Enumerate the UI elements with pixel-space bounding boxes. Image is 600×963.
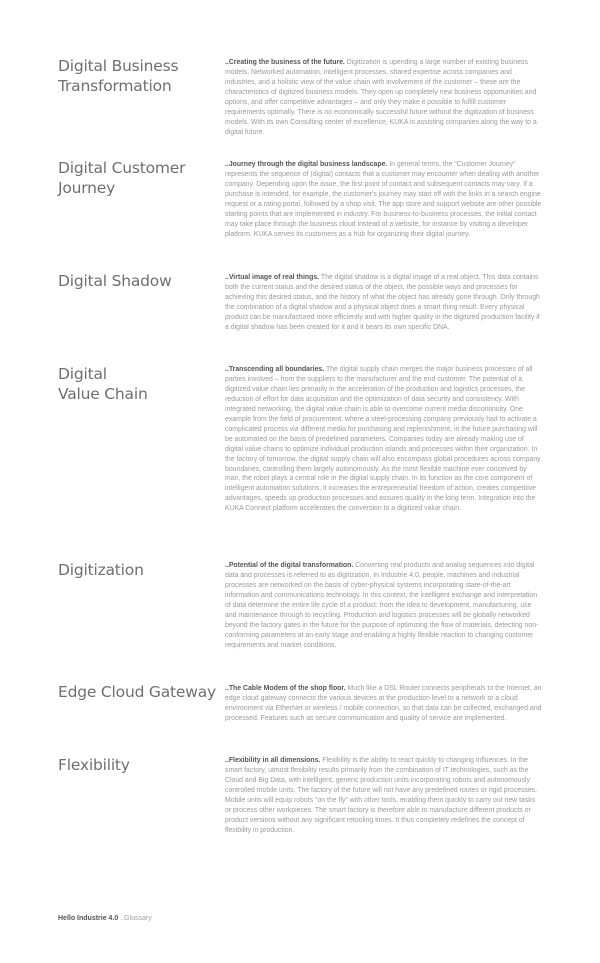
term-line: Flexibility	[58, 756, 130, 774]
definition-lead: ..Transcending all boundaries.	[225, 366, 325, 373]
term-line: Transformation	[58, 77, 172, 95]
glossary-definition	[225, 160, 543, 240]
term-line: Digital Shadow	[58, 272, 172, 290]
definition-text: Flexibility is the ability to react quickly to changing influences. In the smart factory, utmost flexibility results primarily from the combination of IT technologies, such as the Cloud and Big Data, with intelligent, generic production units incorporating robots and autonomously controlled mobile units. The factory of the future will not have any predefined routes or rigid processes. Mobile units will equip robots "on the fly" with other tools, enabling them quickly to carry out new tasks or process other workpieces. The smart factory is therefore able to manufacture different products or product versions without any significant retooling times. It thus completely redefines the concept of flexibility in production.	[225, 757, 538, 834]
term-line: Digital	[58, 365, 107, 383]
definition-lead: ..The Cable Modem of the shop floor.	[225, 685, 346, 692]
glossary-term	[58, 755, 218, 775]
definition-lead: ..Creating the business of the future.	[225, 59, 345, 66]
term-line: Digital Business	[58, 57, 179, 75]
definition-text: The digital supply chain merges the major business processes of all parties involved – from the suppliers to the manufacturer and the end customer. The potential of a digitized value chain lies primarily in the acceleration of the production and logistics processes, the reduction of effort for data acquisition and the optimization of data security and consistency. With integrated networking, the digital value chain is able to overcome current media discontinuity. One example from the field of procurement: where a steel-processing company previously had to activate a complicated process via different media for purchasing and replenishment, in the future purchasing will be automated on the basis of predefined parameters. Companies today are already making use of digital value chains to optimize individual production islands and processes within their organization. In the factory of tomorrow, the digital supply chain will also encompass global procedures across company boundaries, controlling them largely autonomously. As the most flexible machine ever conceived by man, the robot plays a central role in the digital supply chain. In its function as the core component of intelligent automation solutions, it increases the entrepreneurial freedom of action, creates competitive advantages, speeds up production processes and assures quality in the long term. Integration into the KUKA Connect platform accelerates the conversion to a digitized value chain.	[225, 366, 541, 513]
definition-lead: ..Flexibility in all dimensions.	[225, 757, 321, 764]
footer-title: Hello Industrie 4.0	[58, 915, 119, 922]
glossary-term	[58, 158, 218, 198]
definition-text: Converting real products and analog sequences into digital data and processes is referred to as digitization. In Industrie 4.0, people, machines and industrial processes are networked on the basis of cyber-physical systems incorporating state-of-the-art information and communications technology. In this context, the intelligent exchange and interpretation of data determine the entire life cycle of a product: from the idea to development, manufacturing, use and maintenance through to recycling. Production and logistics processes will be globally networked beyond the factory gates in the future for the purpose of optimizing the flow of materials, detecting non-conforming parameters at an early stage and enabling a highly flexible reaction to changing customer requirements and market conditions.	[225, 562, 539, 649]
glossary-definition	[225, 684, 543, 724]
definition-lead: ..Virtual image of real things.	[225, 274, 320, 281]
glossary-definition	[225, 365, 543, 514]
term-line: Digital Customer	[58, 159, 186, 177]
term-line: Digitization	[58, 561, 144, 579]
glossary-term	[58, 271, 218, 291]
term-line: Edge Cloud Gateway	[58, 683, 217, 701]
definition-text: The digital shadow is a digital image of a real object. This data contains both the current status and the desired status of the object, the possible ways and processes for achieving this desired status, and the history of what the object has already gone through. Only through the combination of a digital shadow and a physical object does a smart thing result. Every physical product can be manufactured more efficiently and with higher quality in the digitized production facility if a digital shadow has been created for it and it bears its own specific DNA.	[225, 274, 540, 331]
definition-text: Digitization is upending a large number of existing business models. Networked automation, intelligent processes, shared expertise across companies and industries, and a holistic view of the value chain with involvement of the customer – these are the characteristics of digitized business models. They open up completely new business opportunities and options, and offer competitive advantages – and only they make it possible to fulfill customer requirements optimally. There is no economically successful future without the digitization of business models. With its own Consulting center of excellence, KUKA is assisting companies along the way to a digital future.	[225, 59, 537, 136]
glossary-definition	[225, 273, 543, 333]
definition-text: In general terms, the "Customer Journey" represents the sequence of (digital) contacts that a customer may encounter when dealing with another company. Depending upon the issue, the first point of contact and subsequent contacts may vary. If a purchase is intended, for example, the customer's journey may start off with the links in a search engine request or a rating portal, followed by a shop visit. The app store and support website are other possible starting points that are implemented in industry. For business-to-business processes, the initial contact may take place through the business cloud instead of a website, for instance by visiting a developer platform. KUKA serves its customers as a hub for organizing their digital journey.	[225, 161, 542, 238]
glossary-definition	[225, 756, 543, 836]
glossary-term	[58, 364, 218, 404]
definition-text: Much like a DSL Router connects peripherals to the Internet, an edge cloud gateway connects the various devices at the production level to a network or a cloud environment via EtherNet or wireless / mobile connection, so that data can be collected, exchanged and processed. Features such as secure communication and quality of service are implemented.	[225, 685, 542, 722]
glossary-definition	[225, 561, 543, 651]
definition-lead: ..Journey through the digital business landscape.	[225, 161, 388, 168]
glossary-definition	[225, 58, 543, 138]
definition-lead: ..Potential of the digital transformation.	[225, 562, 354, 569]
glossary-term	[58, 682, 218, 702]
glossary-term	[58, 560, 218, 580]
term-line: Value Chain	[58, 385, 148, 403]
page-footer	[58, 915, 152, 922]
footer-section: ..Glossary	[118, 915, 152, 922]
term-line: Journey	[58, 179, 116, 197]
glossary-term	[58, 56, 218, 96]
